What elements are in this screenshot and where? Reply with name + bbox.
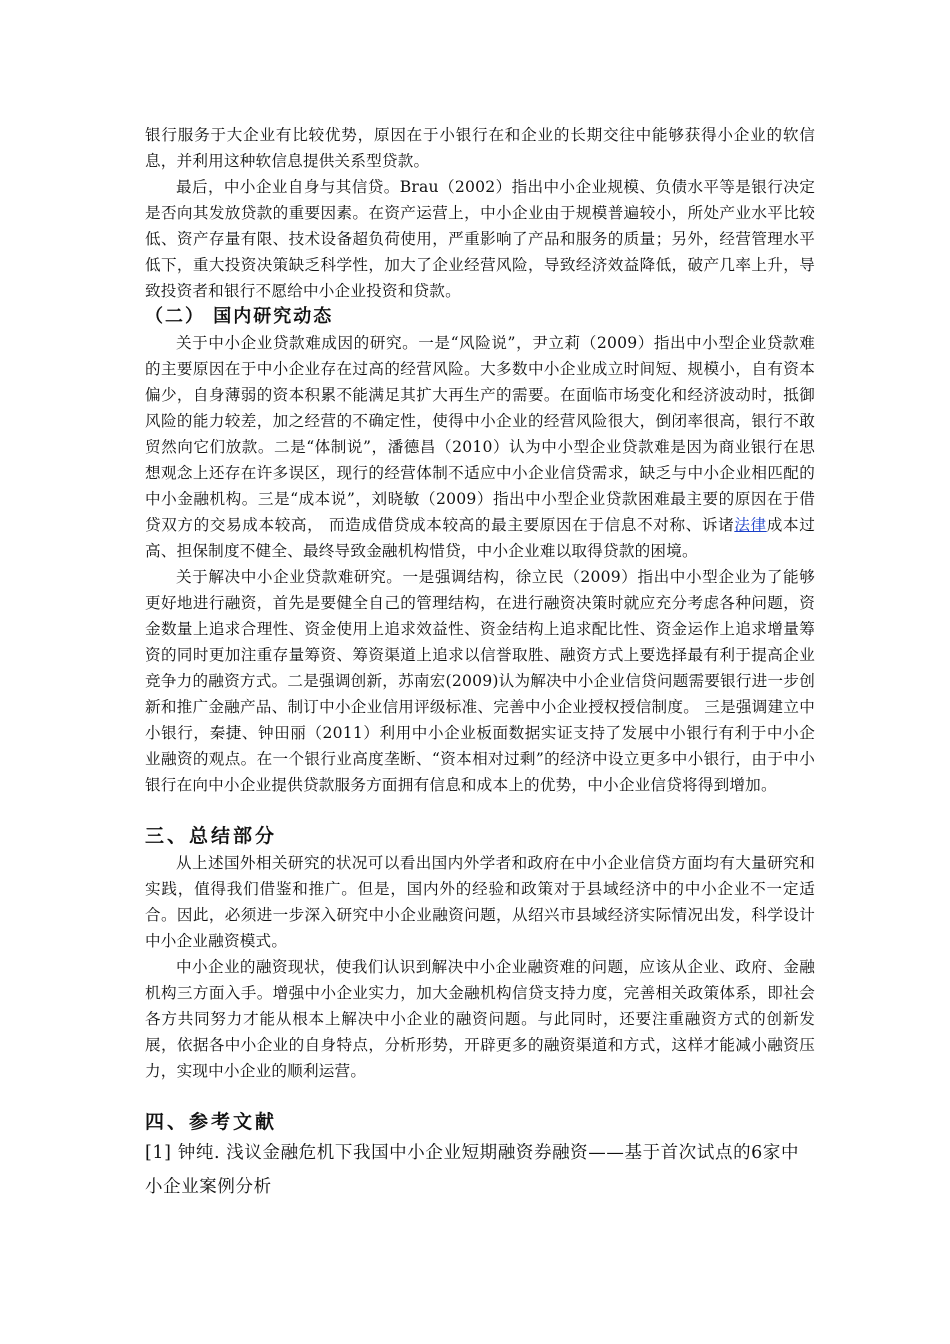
section-heading-domestic-research: （二） 国内研究动态 — [145, 306, 334, 327]
section-heading-summary: 三、总结部分 — [145, 825, 278, 847]
paragraph-loan-difficulty-solutions: 关于解决中小企业贷款难研究。一是强调结构，徐立民（2009）指出中小型企业为了能够更好地进行融资，首先是要健全自己的管理结构，在进行融资决策时就应充分考虑各种问题，资金数量上追求合理性、资金使用上追求效益性、资金结构上追求配比性、资金运作上追求增量筹资的同时更加注重存量筹资、筹资渠道上追求以信誉取胜、融资方式上要选择最有利于提高企业竞争力的融资方式。二是强调创新，苏南宏(2009)认为解决中小企业信贷问题需要银行进一步创新和推广金融产品、制订中小企业信用评级标准、完善中小企业授权授信制度。 三是强调建立中小银行，秦捷、钟田丽（2011）利用中小企业板面数据实证支持了发展中小银行有利于中小企业融资的观点。在一个银行业高度垄断、“资本相对过剩”的经济中设立更多中小银行，由于中小银行在向中小企业提供贷款服务方面拥有信息和成本上的优势，中小企业信贷将得到增加。 — [145, 568, 815, 794]
document-body — [145, 122, 815, 1204]
section-heading-references: 四、参考文献 — [145, 1111, 278, 1133]
paragraph-text: 关于中小企业贷款难成因的研究。一是“风险说”，尹立莉（2009）指出中小型企业贷款难的主要原因在于中小企业存在过高的经营风险。大多数中小企业成立时间短、规模小，自有资本偏少，自身薄弱的资本积累不能满足其扩大再生产的需要。在面临市场变化和经济波动时，抵御风险的能力较差，加之经营的不确定性，使得中小企业的经营风险很大，倒闭率很高，银行不敢贸然向它们放款。二是“体制说”，潘德昌（2010）认为中小型企业贷款难是因为商业银行在思想观念上还存在许多误区，现行的经营体制不适应中小企业信贷需求，缺乏与中小企业相匹配的中小金融机构。三是“成本说”，刘晓敏（2009）指出中小型企业贷款困难最主要的原因在于借贷双方的交易成本较高， 而造成借贷成本较高的最主要原因在于信息不对称、诉诸 — [145, 334, 815, 534]
paragraph-loan-difficulty-causes — [145, 330, 815, 564]
paragraph-sme-self-credit: 最后，中小企业自身与其信贷。Brau（2002）指出中小企业规模、负债水平等是银行决定是否向其发放贷款的重要因素。在资产运营上，中小企业由于规模普遍较小，所处产业水平比较低、资产存量有限、技术设备超负荷使用，严重影响了产品和服务的质量；另外，经营管理水平低下，重大投资决策缺乏科学性，加大了企业经营风险，导致经济效益降低，破产几率上升，导致投资者和银行不愿给中小企业投资和贷款。 — [145, 178, 815, 300]
paragraph-text: 成本过高、担保制度不健全、最终导致金融机构惜贷，中小企业难以取得贷款的困境。 — [145, 516, 815, 560]
reference-item: [1] 钟纯. 浅议金融危机下我国中小企业短期融资券融资——基于首次试点的6家中小企业案例分析 — [145, 1143, 800, 1197]
paragraph-summary-1: 从上述国外相关研究的状况可以看出国内外学者和政府在中小企业信贷方面均有大量研究和实践，值得我们借鉴和推广。但是，国内外的经验和政策对于县域经济中的中小企业不一定适合。因此，必须进一步深入研究中小企业融资问题，从绍兴市县域经济实际情况出发，科学设计中小企业融资模式。 — [145, 854, 815, 950]
law-link[interactable]: 法律 — [734, 516, 767, 534]
paragraph-summary-2: 中小企业的融资现状，使我们认识到解决中小企业融资难的问题，应该从企业、政府、金融机构三方面入手。增强中小企业实力，加大金融机构信贷支持力度，完善相关政策体系，即社会各方共同努力才能从根本上解决中小企业的融资问题。与此同时，还要注重融资方式的创新发展，依据各中小企业的自身特点，分析形势，开辟更多的融资渠道和方式，这样才能减小融资压力，实现中小企业的顺利运营。 — [145, 958, 815, 1080]
paragraph-bank-advantage: 银行服务于大企业有比较优势，原因在于小银行在和企业的长期交往中能够获得小企业的软信息，并利用这种软信息提供关系型贷款。 — [145, 126, 815, 170]
